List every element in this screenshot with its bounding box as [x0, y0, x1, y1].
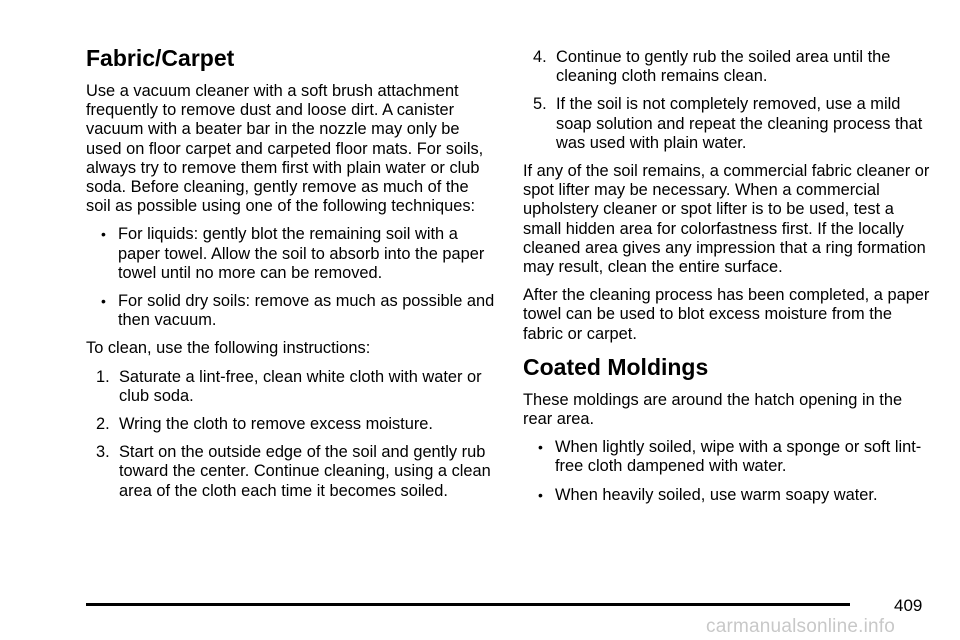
tip-lightly-soiled: • When lightly soiled, wipe with a sponge or soft lint-free cloth dampened with water.: [523, 438, 933, 476]
after-cleaning-paragraph: After the cleaning process has been completed, a paper towel can be used to blot excess moisture from the fabric or carpet.: [523, 286, 930, 343]
step-3: [86, 443, 496, 501]
step-text: Start on the outside edge of the soil and gently rub toward the center. Continue cleaning, using a clean area of the cloth each time it becomes soiled.: [119, 443, 491, 500]
step-number: 3.: [96, 443, 110, 462]
step-2: [86, 415, 496, 434]
step-text: Saturate a lint-free, clean white cloth with water or club soda.: [119, 367, 482, 405]
technique-list: [86, 225, 496, 330]
step-text: Wring the cloth to remove excess moisture.: [119, 415, 433, 434]
fabric-intro-paragraph: Use a vacuum cleaner with a soft brush attachment frequently to remove dust and loose dirt. A canister vacuum with a beater bar in the nozzle may only be used on floor carpet and carpeted floor mats. For soils, always try to remove them first with plain water or club soda. Before cleaning, gently remove as much of the soil as possible using one of the following techniques:: [86, 82, 484, 216]
step-4: [523, 48, 933, 86]
step-1: [86, 368, 496, 406]
step-text: If the soil is not completely removed, use a mild soap solution and repeat the cleaning process that was used with plain water.: [556, 95, 923, 152]
cleaning-steps-list: [86, 368, 496, 501]
instructions-intro: To clean, use the following instructions:: [86, 339, 371, 358]
tip-heavily-soiled: • When heavily soiled, use warm soapy water.: [523, 486, 933, 505]
step-number: 1.: [96, 367, 110, 386]
right-column: [523, 48, 933, 514]
left-column: [86, 44, 496, 510]
technique-liquids: • For liquids: gently blot the remaining soil with a paper towel. Allow the soil to absorb into the paper towel until no more can be removed.: [86, 225, 496, 283]
moldings-tips-list: [523, 438, 933, 505]
step-5: [523, 95, 933, 153]
step-text: Continue to gently rub the soiled area until the cleaning cloth remains clean.: [556, 48, 891, 86]
page-number: 409: [894, 596, 923, 615]
remaining-soil-paragraph: If any of the soil remains, a commercial fabric cleaner or spot lifter may be necessary. When a commercial upholstery cleaner or spot lifter is to be used, test a small hidden area for colorfastness first. If the locally cleaned area gives any impression that a ring formation may result, clean the entire surface.: [523, 162, 930, 277]
moldings-intro-paragraph: These moldings are around the hatch opening in the rear area.: [523, 390, 903, 429]
step-number: 5.: [533, 95, 547, 114]
watermark: carmanualsonline.info: [706, 616, 896, 637]
step-number: 4.: [533, 48, 547, 66]
step-number: 2.: [96, 415, 110, 434]
coated-moldings-heading: Coated Moldings: [523, 353, 709, 380]
fabric-carpet-heading: Fabric/Carpet: [86, 45, 235, 71]
footer-rule: [86, 603, 850, 606]
cleaning-steps-list-continued: [523, 48, 933, 153]
technique-solid-soils: • For solid dry soils: remove as much as possible and then vacuum.: [86, 292, 496, 330]
